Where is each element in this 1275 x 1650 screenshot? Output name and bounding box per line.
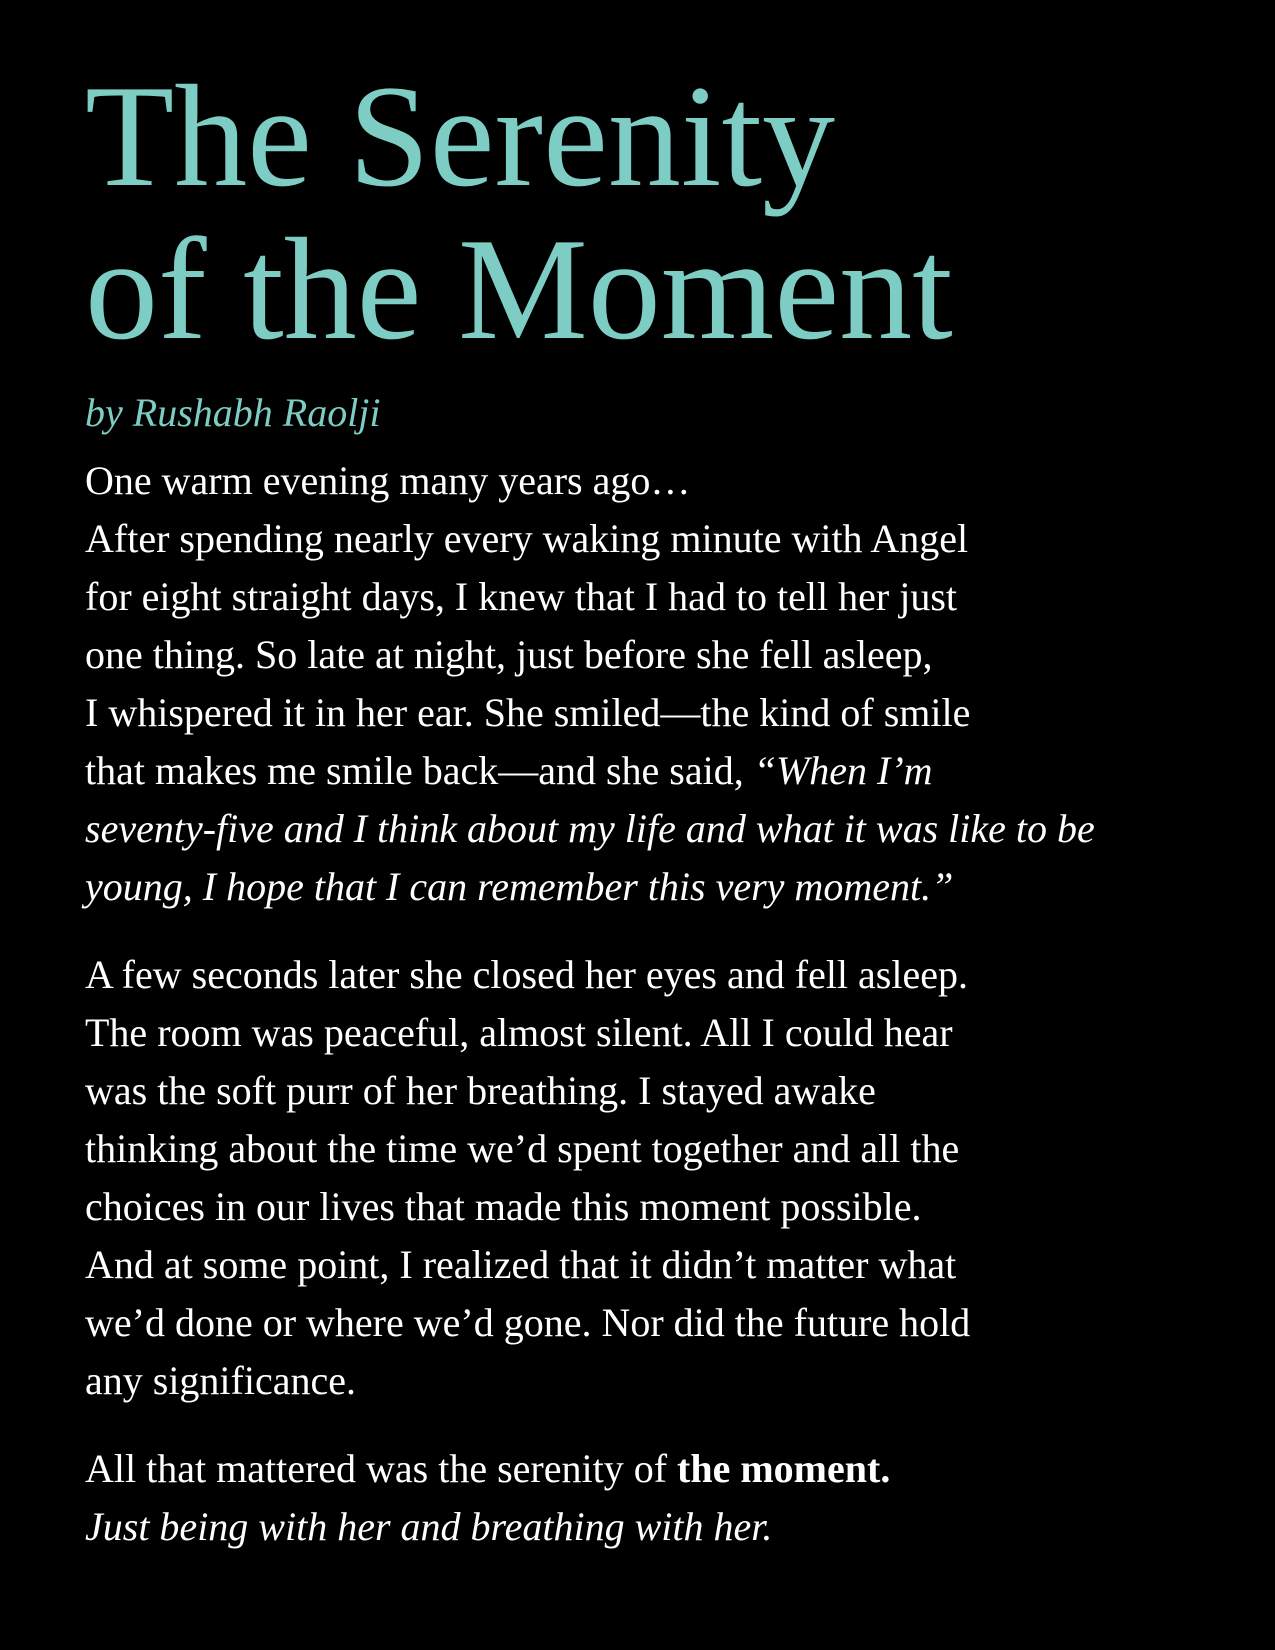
paragraph-1-line-4: one thing. So late at night, just before she fell asleep, <box>85 632 933 677</box>
paragraph-2-line-6: And at some point, I realized that it didn’t matter what <box>85 1242 957 1287</box>
paragraph-1-line-1: One warm evening many years ago… <box>85 458 691 503</box>
quote-line-2: seventy-five and I think about my life and what it was like to be <box>85 806 1095 851</box>
title-line-2: of the Moment <box>85 208 953 370</box>
byline: by Rushabh Raolji <box>85 390 381 435</box>
paragraph-2-line-7: we’d done or where we’d gone. Nor did the future hold <box>85 1300 971 1345</box>
article <box>85 55 1215 1556</box>
paragraph-1 <box>85 452 1215 916</box>
article-title <box>85 55 1215 370</box>
paragraph-2-line-2: The room was peaceful, almost silent. All I could hear <box>85 1010 953 1055</box>
paragraph-1-line-2: After spending nearly every waking minute with Angel <box>85 516 969 561</box>
paragraph-2-line-8: any significance. <box>85 1358 356 1403</box>
closing-line: Just being with her and breathing with her. <box>85 1504 773 1549</box>
paragraph-1-line-6 <box>85 742 1215 800</box>
paragraph-2 <box>85 946 1215 1410</box>
paragraph-3-line-1 <box>85 1440 1215 1498</box>
paragraph-2-line-1: A few seconds later she closed her eyes and fell asleep. <box>85 952 968 997</box>
paragraph-2-line-4: thinking about the time we’d spent together and all the <box>85 1126 960 1171</box>
paragraph-1-line-6-plain: that makes me smile back—and she said, <box>85 748 754 793</box>
emphasis-the-moment: the moment. <box>677 1446 891 1491</box>
paragraph-2-line-3: was the soft purr of her breathing. I stayed awake <box>85 1068 876 1113</box>
quote-line-3: young, I hope that I can remember this very moment.” <box>85 864 954 909</box>
paragraph-3 <box>85 1440 1215 1556</box>
title-line-1: The Serenity <box>85 55 836 217</box>
paragraph-1-line-3: for eight straight days, I knew that I had to tell her just <box>85 574 958 619</box>
paragraph-2-line-5: choices in our lives that made this moment possible. <box>85 1184 922 1229</box>
quote-start: “When I’m <box>753 748 933 793</box>
paragraph-1-line-5: I whispered it in her ear. She smiled—the kind of smile <box>85 690 971 735</box>
paragraph-3-line-1-plain: All that mattered was the serenity of <box>85 1446 678 1491</box>
